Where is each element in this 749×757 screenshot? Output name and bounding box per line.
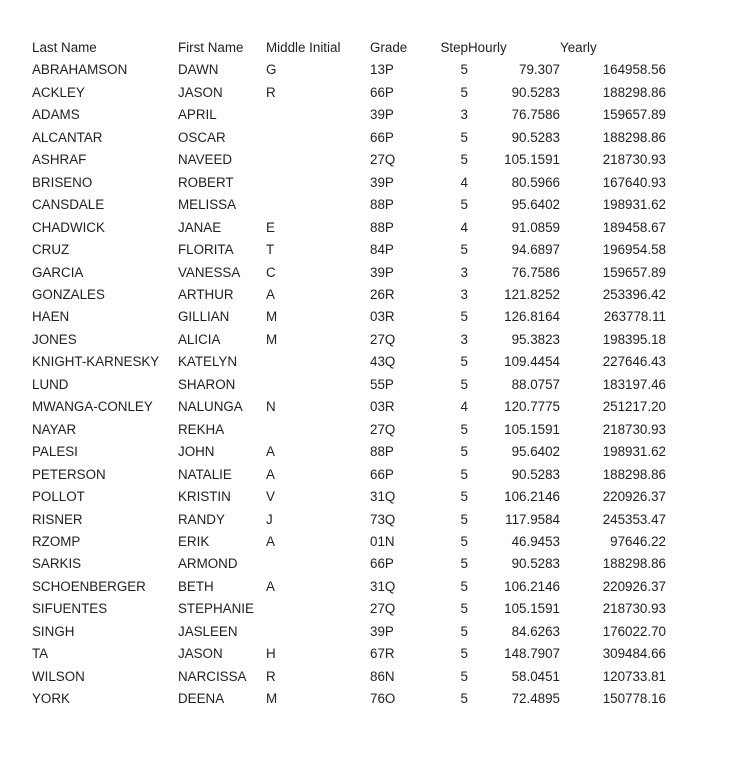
table-row [32,598,666,620]
cell-yearly: 251217.20 [602,399,666,415]
cell-first-name: NALUNGA [178,399,243,415]
table-row [32,621,666,643]
cell-hourly: 94.6897 [511,242,560,258]
cell-first-name: STEPHANIE [178,601,254,617]
cell-step: 5 [460,489,468,505]
cell-middle-initial [266,598,370,620]
cell-step: 5 [460,242,468,258]
table-row [32,239,666,261]
cell-step: 4 [460,219,468,235]
header-hourly: Hourly [468,40,507,55]
header-last-name: Last Name [32,40,97,55]
cell-step: 4 [460,399,468,415]
cell-middle-initial: R [266,84,276,100]
cell-first-name: RANDY [178,511,225,527]
cell-step: 4 [460,174,468,190]
cell-grade: 26R [370,286,395,302]
cell-middle-initial [266,127,370,149]
cell-last-name: ABRAHAMSON [32,62,128,78]
cell-grade: 88P [370,219,394,235]
cell-last-name: WILSON [32,668,85,684]
cell-first-name: FLORITA [178,242,234,258]
cell-last-name: LUND [32,376,69,392]
cell-grade: 39P [370,264,394,280]
cell-step: 5 [460,691,468,707]
cell-last-name: GONZALES [32,286,105,302]
table-row [32,441,666,463]
table-row [32,194,666,216]
cell-hourly: 76.7586 [511,107,560,123]
cell-hourly: 90.5283 [511,129,560,145]
cell-grade: 55P [370,376,394,392]
table-row [32,82,666,104]
table-row [32,172,666,194]
cell-hourly: 106.2146 [504,489,560,505]
cell-first-name: JASON [178,84,223,100]
cell-grade: 27Q [370,331,396,347]
cell-grade: 66P [370,129,394,145]
cell-middle-initial [266,104,370,126]
table-row [32,351,666,373]
cell-yearly: 227646.43 [602,354,666,370]
cell-yearly: 159657.89 [602,107,666,123]
cell-yearly: 196954.58 [602,242,666,258]
table-row [32,464,666,486]
cell-last-name: CANSDALE [32,197,105,213]
cell-grade: 66P [370,556,394,572]
cell-yearly: 120733.81 [602,668,666,684]
cell-step: 5 [460,84,468,100]
cell-hourly: 91.0859 [511,219,560,235]
cell-first-name: SHARON [178,376,236,392]
cell-middle-initial [266,374,370,396]
cell-middle-initial: A [266,466,275,482]
cell-last-name: CRUZ [32,242,70,258]
cell-step: 5 [460,533,468,549]
cell-yearly: 198395.18 [602,331,666,347]
cell-last-name: PALESI [32,444,78,460]
cell-grade: 03R [370,309,395,325]
cell-last-name: CHADWICK [32,219,105,235]
cell-step: 3 [460,107,468,123]
cell-yearly: 188298.86 [602,84,666,100]
cell-step: 5 [460,511,468,527]
cell-grade: 73Q [370,511,396,527]
cell-step: 5 [460,556,468,572]
cell-grade: 76O [370,691,396,707]
cell-yearly: 263778.11 [603,309,666,325]
cell-hourly: 126.8164 [504,309,560,325]
cell-hourly: 120.7775 [504,399,560,415]
cell-first-name: REKHA [178,421,225,437]
cell-first-name: NATALIE [178,466,232,482]
cell-first-name: OSCAR [178,129,226,145]
table-row [32,486,666,508]
cell-grade: 31Q [370,489,396,505]
cell-middle-initial [266,194,370,216]
cell-middle-initial: A [266,578,275,594]
cell-first-name: ROBERT [178,174,234,190]
cell-middle-initial: E [266,219,275,235]
cell-middle-initial [266,419,370,441]
cell-last-name: HAEN [32,309,70,325]
cell-hourly: 58.0451 [511,668,560,684]
cell-last-name: ALCANTAR [32,129,103,145]
cell-first-name: JANAE [178,219,222,235]
cell-step: 5 [460,668,468,684]
cell-middle-initial: A [266,286,275,302]
cell-grade: 84P [370,242,394,258]
cell-middle-initial: M [266,331,278,347]
cell-middle-initial [266,172,370,194]
table-row [32,306,666,328]
cell-yearly: 176022.70 [602,623,666,639]
cell-middle-initial [266,621,370,643]
cell-middle-initial: G [266,62,277,78]
cell-step: 5 [460,129,468,145]
table-row [32,643,666,665]
cell-grade: 67R [370,646,395,662]
cell-grade: 66P [370,84,394,100]
cell-first-name: DEENA [178,691,225,707]
cell-first-name: GILLIAN [178,309,230,325]
cell-step: 5 [460,444,468,460]
salary-table [32,37,666,711]
cell-hourly: 76.7586 [511,264,560,280]
cell-yearly: 218730.93 [602,601,666,617]
cell-yearly: 218730.93 [602,152,666,168]
cell-hourly: 84.6263 [511,623,560,639]
cell-grade: 88P [370,197,394,213]
cell-first-name: JASLEEN [178,623,238,639]
cell-grade: 43Q [370,354,396,370]
cell-yearly: 245353.47 [602,511,666,527]
cell-last-name: KNIGHT-KARNESKY [32,354,160,370]
cell-step: 5 [460,354,468,370]
cell-middle-initial: N [266,399,276,415]
table-row [32,396,666,418]
table-row [32,127,666,149]
cell-step: 5 [460,578,468,594]
table-row [32,509,666,531]
cell-last-name: SARKIS [32,556,82,572]
table-row [32,217,666,239]
cell-first-name: BETH [178,578,214,594]
cell-hourly: 90.5283 [511,466,560,482]
table-row [32,553,666,575]
cell-last-name: SCHOENBERGER [32,578,146,594]
cell-step: 5 [460,376,468,392]
table-row [32,262,666,284]
cell-last-name: ACKLEY [32,84,85,100]
cell-last-name: PETERSON [32,466,106,482]
cell-step: 3 [460,331,468,347]
cell-last-name: ADAMS [32,107,80,123]
cell-yearly: 189458.67 [602,219,666,235]
cell-yearly: 198931.62 [602,197,666,213]
cell-hourly: 88.0757 [511,376,560,392]
cell-yearly: 309484.66 [602,646,666,662]
cell-grade: 03R [370,399,395,415]
cell-hourly: 90.5283 [511,84,560,100]
cell-hourly: 79.307 [519,62,560,78]
cell-middle-initial [266,351,370,373]
header-row [32,37,666,59]
cell-step: 5 [460,623,468,639]
cell-last-name: RZOMP [32,533,81,549]
cell-step: 3 [460,286,468,302]
cell-yearly: 150778.16 [602,691,666,707]
cell-grade: 01N [370,533,395,549]
header-grade: Grade [370,40,408,55]
cell-yearly: 164958.56 [602,62,666,78]
cell-grade: 27Q [370,601,396,617]
cell-yearly: 183197.46 [602,376,666,392]
cell-hourly: 72.4895 [511,691,560,707]
cell-grade: 39P [370,107,394,123]
cell-middle-initial: V [266,489,275,505]
cell-last-name: NAYAR [32,421,77,437]
cell-last-name: YORK [32,691,70,707]
table-row [32,149,666,171]
cell-last-name: GARCIA [32,264,84,280]
cell-first-name: JOHN [178,444,215,460]
table-row [32,59,666,81]
cell-first-name: KRISTIN [178,489,231,505]
cell-first-name: KATELYN [178,354,238,370]
cell-yearly: 253396.42 [602,286,666,302]
cell-hourly: 106.2146 [504,578,560,594]
cell-hourly: 95.3823 [511,331,560,347]
cell-hourly: 148.7907 [504,646,560,662]
cell-yearly: 188298.86 [602,556,666,572]
cell-grade: 27Q [370,421,396,437]
cell-hourly: 95.6402 [511,444,560,460]
cell-grade: 39P [370,623,394,639]
cell-grade: 31Q [370,578,396,594]
cell-first-name: APRIL [178,107,217,123]
cell-yearly: 167640.93 [602,174,666,190]
table-row [32,576,666,598]
cell-yearly: 220926.37 [602,578,666,594]
cell-grade: 39P [370,174,394,190]
cell-hourly: 121.8252 [504,286,560,302]
cell-last-name: ASHRAF [32,152,87,168]
cell-first-name: JASON [178,646,223,662]
cell-yearly: 198931.62 [602,444,666,460]
table-row [32,531,666,553]
cell-yearly: 159657.89 [602,264,666,280]
cell-grade: 13P [370,62,394,78]
cell-hourly: 46.9453 [511,533,560,549]
cell-first-name: NARCISSA [178,668,247,684]
cell-last-name: TA [32,646,49,662]
cell-last-name: MWANGA-CONLEY [32,399,153,415]
cell-last-name: BRISENO [32,174,93,190]
cell-middle-initial: H [266,646,276,662]
cell-step: 5 [460,62,468,78]
cell-hourly: 105.1591 [504,601,560,617]
cell-first-name: DAWN [178,62,219,78]
header-yearly: Yearly [560,40,597,55]
cell-middle-initial [266,553,370,575]
cell-first-name: ALICIA [178,331,221,347]
cell-yearly: 188298.86 [602,466,666,482]
cell-middle-initial: T [266,242,275,258]
cell-step: 5 [460,646,468,662]
cell-step: 5 [460,152,468,168]
cell-yearly: 97646.22 [610,533,666,549]
cell-yearly: 188298.86 [602,129,666,145]
cell-hourly: 90.5283 [511,556,560,572]
cell-last-name: SINGH [32,623,75,639]
cell-first-name: MELISSA [178,197,237,213]
cell-middle-initial: J [266,511,273,527]
cell-first-name: VANESSA [178,264,241,280]
table-row [32,329,666,351]
cell-hourly: 105.1591 [504,421,560,437]
cell-step: 5 [460,421,468,437]
cell-hourly: 95.6402 [511,197,560,213]
header-step: Step [440,40,468,55]
header-middle-initial: Middle Initial [266,40,341,55]
cell-last-name: JONES [32,331,77,347]
cell-yearly: 220926.37 [602,489,666,505]
table-body [32,59,666,710]
cell-last-name: RISNER [32,511,83,527]
cell-middle-initial [266,149,370,171]
cell-middle-initial: C [266,264,276,280]
table-row [32,374,666,396]
header-first-name: First Name [178,40,244,55]
cell-first-name: ARMOND [178,556,238,572]
cell-middle-initial: M [266,309,278,325]
cell-yearly: 218730.93 [602,421,666,437]
table-row [32,666,666,688]
cell-hourly: 105.1591 [504,152,560,168]
cell-grade: 27Q [370,152,396,168]
cell-step: 5 [460,601,468,617]
cell-last-name: POLLOT [32,489,85,505]
cell-middle-initial: A [266,533,275,549]
table-row [32,104,666,126]
cell-grade: 86N [370,668,395,684]
cell-middle-initial: A [266,444,275,460]
cell-first-name: ARTHUR [178,286,234,302]
cell-step: 5 [460,197,468,213]
cell-hourly: 117.9584 [505,511,560,527]
cell-middle-initial: R [266,668,276,684]
cell-grade: 88P [370,444,394,460]
table-row [32,284,666,306]
cell-step: 5 [460,309,468,325]
cell-first-name: NAVEED [178,152,233,168]
cell-step: 5 [460,466,468,482]
table-row [32,688,666,710]
cell-hourly: 109.4454 [504,354,560,370]
cell-grade: 66P [370,466,394,482]
cell-first-name: ERIK [178,533,210,549]
cell-last-name: SIFUENTES [32,601,108,617]
cell-hourly: 80.5966 [511,174,560,190]
table-row [32,419,666,441]
cell-middle-initial: M [266,691,278,707]
cell-step: 3 [460,264,468,280]
